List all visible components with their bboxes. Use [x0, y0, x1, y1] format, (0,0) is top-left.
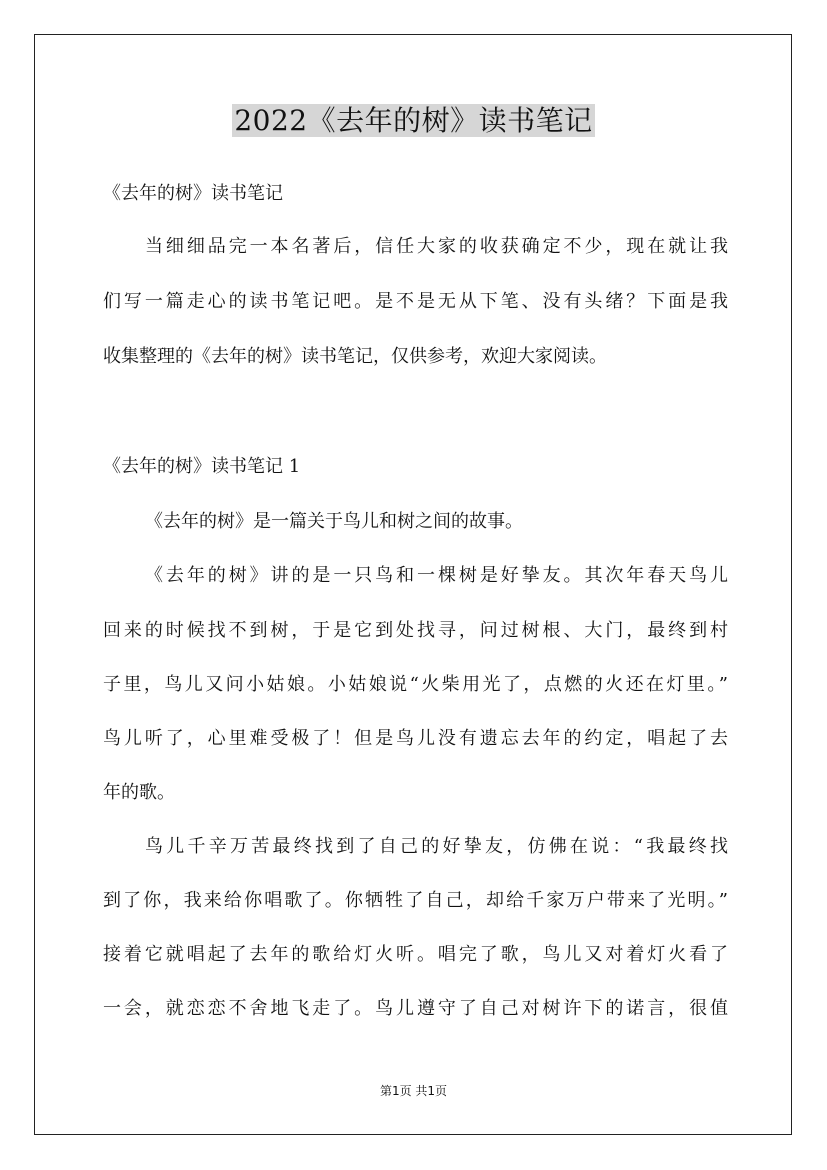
para1-line-1: 《去年的树》是一篇关于鸟儿和树之间的故事。: [145, 511, 523, 532]
para3-line-1: 鸟儿千辛万苦最终找到了自己的好挚友，仿佛在说：“我最终找: [145, 836, 728, 857]
para3-line-2: 到了你，我来给你唱歌了。你牺牲了自己，却给千家万户带来了光明。”: [103, 890, 728, 911]
document-subtitle: 《去年的树》读书笔记: [103, 183, 283, 204]
intro-line-3: 收集整理的《去年的树》读书笔记，仅供参考，欢迎大家阅读。: [103, 346, 607, 367]
intro-line-2: 们写一篇走心的读书笔记吧。是不是无从下笔、没有头绪？下面是我: [103, 291, 728, 312]
para2-line-5: 年的歌。: [103, 782, 175, 803]
para3-line-3: 接着它就唱起了去年的歌给灯火听。唱完了歌，鸟儿又对着灯火看了: [103, 944, 728, 965]
para2-line-4: 鸟儿听了，心里难受极了！但是鸟儿没有遗忘去年的约定，唱起了去: [103, 728, 728, 749]
intro-line-1: 当细细品完一本名著后，信任大家的收获确定不少，现在就让我: [145, 236, 728, 257]
para2-line-2: 回来的时候找不到树，于是它到处找寻，问过树根、大门，最终到村: [103, 620, 728, 641]
para2-line-3: 子里，鸟儿又问小姑娘。小姑娘说“火柴用光了，点燃的火还在灯里。”: [103, 674, 728, 695]
document-title-text: 2022《去年的树》读书笔记: [234, 104, 593, 137]
document-title: [0, 101, 827, 141]
para3-line-4: 一会，就恋恋不舍地飞走了。鸟儿遵守了自己对树许下的诺言，很值: [103, 998, 728, 1019]
section-heading: 《去年的树》读书笔记 1: [103, 456, 301, 477]
para2-line-1: 《去年的树》讲的是一只鸟和一棵树是好挚友。其次年春天鸟儿: [145, 565, 728, 586]
page-footer: 第1页 共1页: [379, 1084, 448, 1098]
